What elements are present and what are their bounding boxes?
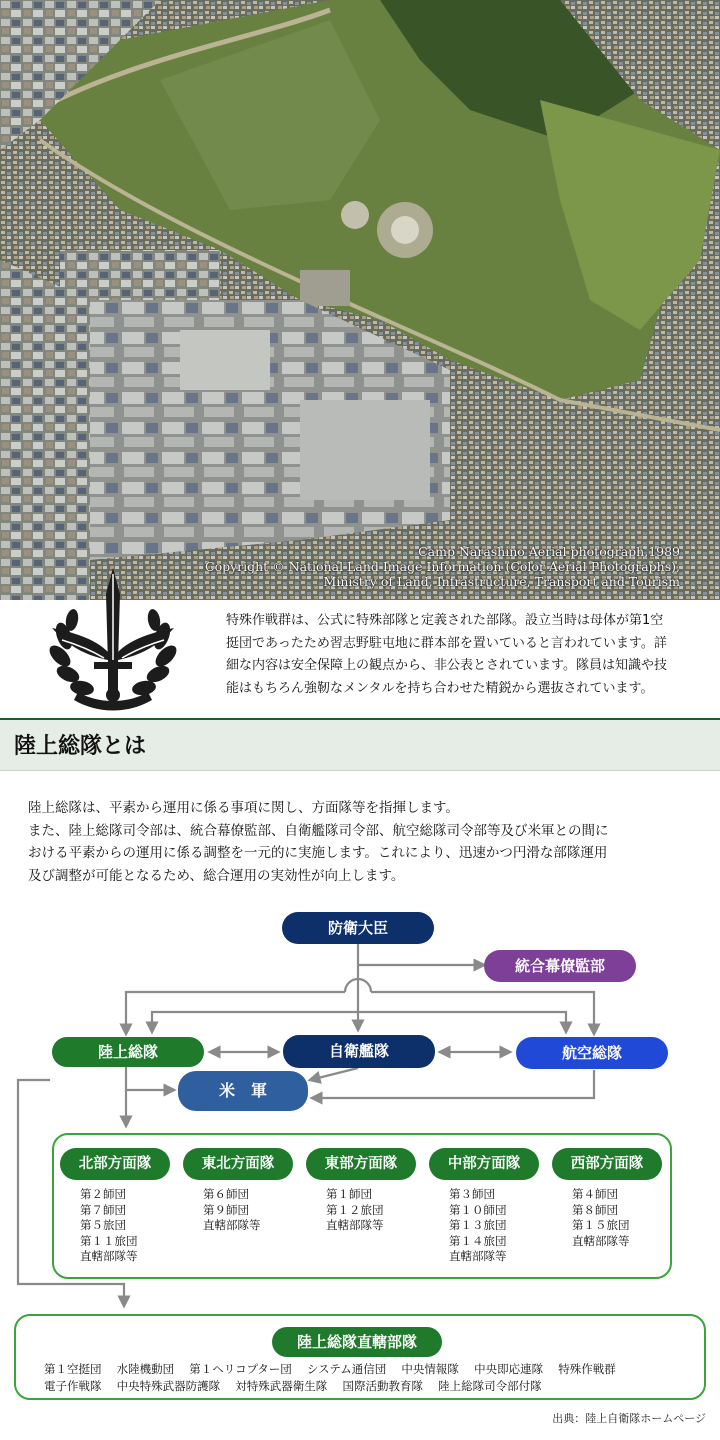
description-line: 及び調整が可能となるため、総合運用の実効性が向上します。 [28,867,405,884]
army-unit: 直轄部隊等 [80,1249,138,1263]
army-label: 中部方面隊 [429,1148,539,1180]
army-unit: 第２師団 [80,1187,126,1201]
ground-component-label: 陸上総隊 [97,1043,158,1061]
army-unit: 第７師団 [80,1202,126,1217]
army-unit-list [449,1187,507,1265]
joint-staff-box [484,950,636,982]
intro-line: 能はもちろん強靭なメンタルを持ち合わせた精鋭から選抜されています。 [226,680,654,696]
army-unit: 第１１旅団 [80,1233,138,1248]
army-unit: 第５旅団 [80,1218,126,1232]
us-forces-label: 米 軍 [218,1081,267,1100]
air-defense-box [516,1037,668,1069]
line-ground-us [126,1067,174,1090]
army-unit: 第１５旅団 [572,1218,630,1232]
army-unit: 第１３旅団 [449,1218,507,1232]
army-unit: 直轄部隊等 [203,1218,261,1232]
direct-units-row: 電子作戦隊 中央特殊武器防護隊 対特殊武器衛生隊 国際活動教育隊 陸上総隊司令部付隊 [44,1379,542,1393]
army-unit: 第９師団 [203,1202,249,1217]
army-unit: 第６師団 [203,1187,249,1201]
photo-credit-line: Ministry of Land, Infrastructure, Transport and Tourism [323,574,680,589]
intro-line: 特殊作戦群は、公式に特殊部隊と定義された部隊。設立当時は母体が第1空 [226,613,664,628]
army-label: 東北方面隊 [183,1148,293,1180]
army-unit: 第１２旅団 [326,1202,384,1217]
photo-credit-line: Camp Narashino Aerial photograph,1989 [418,544,680,559]
ground-component-box [52,1037,204,1067]
army-label: 北部方面隊 [60,1148,170,1180]
army-unit: 第４師団 [572,1187,618,1201]
description-line: おける平素からの運用に係る調整を一元的に実施します。これにより、迅速かつ円滑な部隊運用 [28,845,608,861]
us-forces-box [178,1071,308,1111]
minister-label: 防衛大臣 [327,919,388,937]
army-unit: 直轄部隊等 [572,1233,630,1248]
description-line: また、陸上総隊司令部は、統合幕僚監部、自衛艦隊司令部、航空総隊司令部等及び米軍との間に [28,822,609,839]
section-title: 陸上総隊とは [14,734,147,759]
source-credit: 出典：陸上自衛隊ホームページ [552,1412,706,1425]
intro-line: 細な内容は安全保障上の観点から、非公表とされています。隊員は知識や技 [226,658,667,673]
army-unit-list [572,1187,630,1249]
line-fleet-us [310,1068,358,1080]
fleet-label: 自衛艦隊 [328,1042,389,1060]
air-defense-label: 航空総隊 [561,1044,622,1062]
photo-credit-line: Copyright © National Land Image Information (Color Aerial Photographs), [205,559,680,574]
army-unit: 第１４旅団 [449,1233,507,1248]
army-label: 西部方面隊 [552,1148,662,1180]
direct-units-title: 陸上総隊直轄部隊 [272,1327,442,1357]
line-air-us [312,1070,594,1098]
fleet-box [283,1035,435,1068]
direct-units-row: 第１空挺団 水陸機動団 第１ヘリコプター団 システム通信団 中央情報隊 中央即応連隊 特殊作戦群 [44,1362,616,1376]
army-unit: 第１師団 [326,1187,372,1201]
army-unit-list [203,1187,261,1234]
army-unit: 直轄部隊等 [326,1218,384,1232]
description-line: 陸上総隊は、平素から運用に係る事項に関し、方面隊等を指揮します。 [28,800,459,816]
army-unit: 第１０師団 [449,1202,507,1217]
army-unit-list [326,1187,384,1234]
army-unit: 第３師団 [449,1187,495,1201]
army-unit: 第８師団 [572,1202,618,1217]
army-unit-list [80,1187,138,1265]
army-label: 東部方面隊 [306,1148,416,1180]
joint-staff-label: 統合幕僚監部 [514,957,605,975]
minister-box [282,912,434,944]
intro-line: 挺団であったため習志野駐屯地に群本部を置いていると言われています。詳 [226,635,667,651]
army-unit: 直轄部隊等 [449,1249,507,1263]
